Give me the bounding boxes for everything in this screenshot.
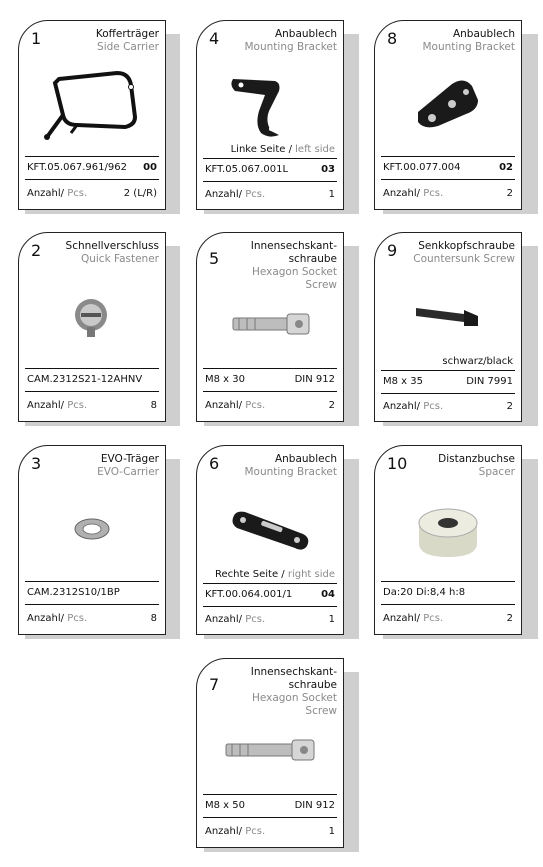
part-number: 5	[209, 249, 220, 268]
title-de: Schnellverschluss	[65, 240, 159, 252]
part-card-9	[374, 232, 522, 422]
mounting-bracket-image	[385, 65, 511, 143]
title-en: Mounting Bracket	[244, 466, 337, 478]
part-code: KFT.00.077.004	[383, 162, 461, 173]
part-code: CAM.2312S10/1BP	[27, 587, 120, 598]
part-number: 10	[387, 454, 408, 473]
spacer-image	[385, 494, 511, 572]
title-en: EVO-Carrier	[97, 466, 159, 478]
part-code: KFT.05.067.961/962	[27, 162, 127, 173]
part-card-4	[196, 20, 344, 210]
part-code: KFT.00.064.001/1	[205, 589, 293, 600]
title-de: Kofferträger	[95, 28, 159, 40]
part-number: 9	[387, 241, 398, 260]
part-code: CAM.2312S21-12AHNV	[27, 374, 143, 385]
part-number: 3	[31, 454, 42, 473]
title-de: Anbaublech	[274, 28, 337, 40]
part-title	[97, 453, 159, 479]
part-code: M8 x 50	[205, 800, 245, 811]
title-en: Countersunk Screw	[413, 253, 515, 265]
part-norm: DIN 912	[294, 800, 335, 811]
mounting-bracket-right-image	[207, 490, 333, 568]
quick-fastener-image	[29, 277, 155, 355]
title-en: Mounting Bracket	[422, 41, 515, 53]
part-card-5	[196, 232, 344, 422]
qty-value: 8	[150, 613, 157, 624]
qty-value: 2	[328, 400, 335, 411]
part-number: 8	[387, 29, 398, 48]
qty-value: 1	[328, 189, 335, 200]
part-title	[413, 240, 515, 266]
qty-value: 8	[150, 400, 157, 411]
qty-label: Anzahl/ Pcs.	[205, 826, 266, 837]
part-title	[66, 240, 159, 266]
side-carrier-image	[29, 65, 155, 143]
qty-value: 2	[506, 613, 513, 624]
part-number: 1	[31, 29, 42, 48]
title-de: Innensechskant-schraube	[250, 240, 337, 265]
qty-label: Anzahl/ Pcs.	[205, 400, 266, 411]
qty-label: Anzahl/ Pcs.	[27, 613, 88, 624]
part-suffix: 02	[499, 162, 513, 173]
part-code: M8 x 30	[205, 374, 245, 385]
title-en: Hexagon Socket Screw	[251, 692, 337, 717]
part-code: KFT.05.067.001L	[205, 164, 289, 175]
title-en: Hexagon Socket Screw	[251, 266, 337, 291]
qty-label: Anzahl/ Pcs.	[383, 401, 444, 412]
part-card-2	[18, 232, 166, 422]
part-code: M8 x 35	[383, 376, 423, 387]
finish-label: schwarz/black	[442, 356, 513, 367]
qty-label: Anzahl/ Pcs.	[383, 613, 444, 624]
qty-label: Anzahl/ Pcs.	[383, 188, 444, 199]
qty-value: 1	[328, 826, 335, 837]
side-label: Rechte Seite / right side	[215, 569, 335, 580]
title-en: Mounting Bracket	[244, 41, 337, 53]
part-card-10	[374, 445, 522, 635]
part-card-7	[196, 658, 344, 848]
part-number: 6	[209, 454, 220, 473]
side-label: Linke Seite / left side	[230, 144, 335, 155]
title-de: Anbaublech	[274, 453, 337, 465]
qty-label: Anzahl/ Pcs.	[205, 189, 266, 200]
qty-label: Anzahl/ Pcs.	[205, 614, 266, 625]
hexagon-socket-screw-image	[207, 711, 333, 789]
title-de: Distanzbuchse	[438, 453, 515, 465]
title-de: Innensechskant-schraube	[250, 666, 337, 691]
qty-value: 2	[506, 401, 513, 412]
title-en: Quick Fastener	[80, 253, 159, 265]
part-title	[438, 453, 515, 479]
part-norm: DIN 7991	[466, 376, 513, 387]
part-code: Da:20 Di:8,4 h:8	[383, 587, 466, 598]
part-title	[245, 453, 338, 479]
qty-label: Anzahl/ Pcs.	[27, 188, 88, 199]
qty-value: 2	[506, 188, 513, 199]
part-suffix: 04	[321, 589, 335, 600]
part-norm: DIN 912	[294, 374, 335, 385]
evo-carrier-image	[29, 490, 155, 568]
part-number: 2	[31, 241, 42, 260]
part-card-1	[18, 20, 166, 210]
part-title	[245, 28, 338, 54]
part-number: 7	[209, 675, 220, 694]
part-card-3	[18, 445, 166, 635]
title-de: Senkkopfschraube	[418, 240, 515, 252]
title-en: Side Carrier	[97, 41, 159, 53]
qty-value: 1	[328, 614, 335, 625]
mounting-bracket-left-image	[207, 65, 333, 143]
qty-value: 2 (L/R)	[123, 188, 157, 199]
hexagon-socket-screw-image	[207, 285, 333, 363]
part-suffix: 03	[321, 164, 335, 175]
part-card-8	[374, 20, 522, 210]
countersunk-screw-image	[385, 277, 511, 355]
title-de: EVO-Träger	[100, 453, 159, 465]
title-en: Spacer	[478, 466, 515, 478]
part-number: 4	[209, 29, 220, 48]
part-suffix: 00	[143, 162, 157, 173]
title-de: Anbaublech	[452, 28, 515, 40]
qty-label: Anzahl/ Pcs.	[27, 400, 88, 411]
part-title	[96, 28, 159, 54]
part-title	[423, 28, 516, 54]
part-card-6	[196, 445, 344, 635]
